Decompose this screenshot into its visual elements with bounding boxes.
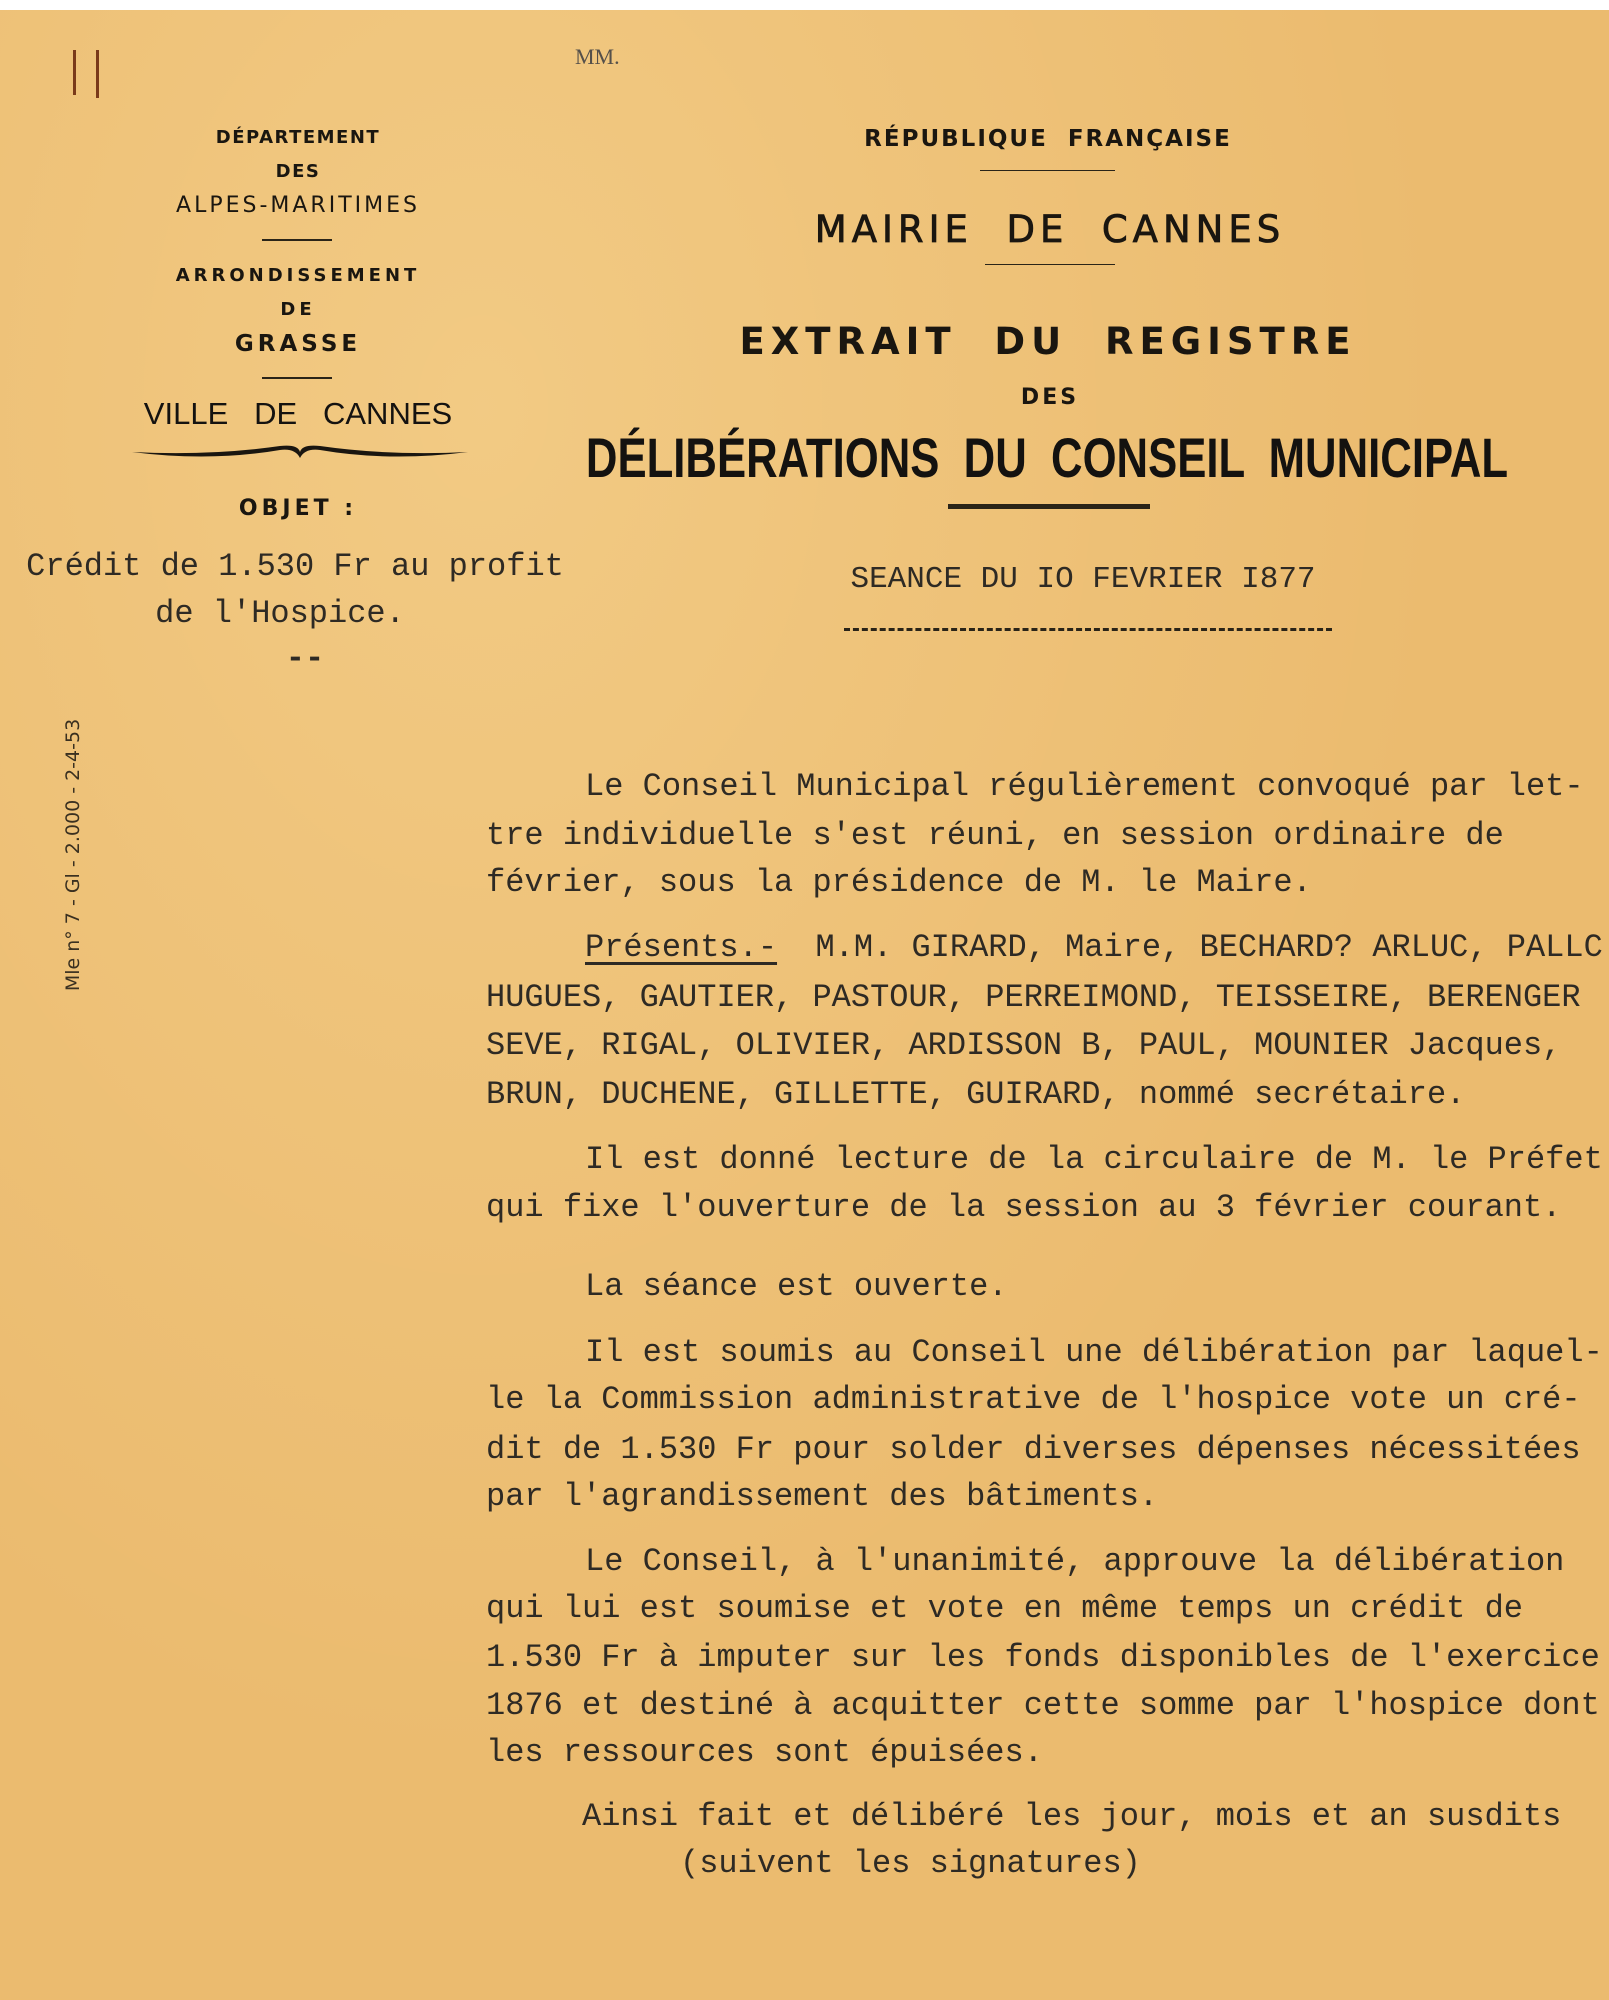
seance-date: SEANCE DU IO FEVRIER I877	[850, 562, 1316, 597]
body-line: Il est donné lecture de la circulaire de M. le Préfet	[585, 1141, 1603, 1178]
objet-label: OBJET :	[238, 496, 358, 521]
body-line: Le Conseil Municipal régulièrement convoqué par let-	[585, 768, 1584, 805]
extrait-title: EXTRAIT DU REGISTRE	[739, 320, 1357, 363]
body-line: qui lui est soumise et vote en même temps un crédit de	[486, 1590, 1523, 1627]
body-line: qui fixe l'ouverture de la session au 3 février courant.	[486, 1189, 1562, 1226]
bold-divider	[948, 504, 1150, 509]
department-label: DÉPARTEMENT	[215, 127, 381, 148]
body-line: Le Conseil, à l'unanimité, approuve la délibération	[585, 1543, 1565, 1580]
body-line	[585, 929, 1603, 966]
body-line: dit de 1.530 Fr pour solder diverses dépenses nécessitées	[486, 1431, 1581, 1468]
des-label-right: DES	[1020, 385, 1080, 410]
margin-print-reference: Mle n° 7 - Gl - 2.000 - 2-4-53	[62, 718, 84, 992]
ornamental-swash	[130, 440, 470, 466]
signatures-note: (suivent les signatures)	[680, 1845, 1141, 1882]
body-line: par l'agrandissement des bâtiments.	[486, 1478, 1159, 1515]
des-label: DES	[275, 161, 321, 182]
de-label: DE	[280, 299, 316, 320]
divider	[980, 170, 1115, 171]
body-line: La séance est ouverte.	[585, 1268, 1008, 1305]
divider	[262, 239, 332, 241]
arrondissement-name: GRASSE	[234, 331, 362, 357]
stamp-initials: MM.	[575, 44, 620, 69]
body-line: Il est soumis au Conseil une délibération par laquel-	[585, 1334, 1603, 1371]
body-line: HUGUES, GAUTIER, PASTOUR, PERREIMOND, TEISSEIRE, BERENGER	[486, 979, 1581, 1016]
body-line: 1.530 Fr à imputer sur les fonds disponibles de l'exercice	[486, 1639, 1600, 1676]
objet-line-2: de l'Hospice.	[155, 595, 405, 632]
body-line: tre individuelle s'est réuni, en session ordinaire de	[486, 817, 1504, 854]
body-line: BRUN, DUCHENE, GILLETTE, GUIRARD, nommé secrétaire.	[486, 1076, 1466, 1113]
republic-label: RÉPUBLIQUE FRANÇAISE	[864, 126, 1232, 152]
divider	[985, 264, 1115, 265]
deliberations-title: DÉLIBÉRATIONS DU CONSEIL MUNICIPAL	[585, 426, 1509, 489]
arrondissement-label: ARRONDISSEMENT	[175, 265, 421, 286]
divider	[262, 377, 332, 379]
body-line: SEVE, RIGAL, OLIVIER, ARDISSON B, PAUL, MOUNIER Jacques,	[486, 1027, 1562, 1064]
closing-line: Ainsi fait et délibéré les jour, mois et an susdits	[582, 1798, 1562, 1835]
ville-de-cannes: VILLE DE CANNES	[143, 396, 453, 431]
body-line: 1876 et destiné à acquitter cette somme par l'hospice dont	[486, 1687, 1600, 1724]
body-line: les ressources sont épuisées.	[486, 1734, 1043, 1771]
objet-end-mark: --	[285, 640, 325, 677]
dashed-divider	[844, 628, 1332, 631]
department-name: ALPES-MARITIMES	[176, 193, 420, 218]
body-line: février, sous la présidence de M. le Maire.	[486, 864, 1312, 901]
objet-line-1: Crédit de 1.530 Fr au profit	[26, 548, 564, 585]
attendees-line: M.M. GIRARD, Maire, BECHARD? ARLUC, PALLC	[815, 929, 1603, 966]
mairie-title: MAIRIE DE CANNES	[814, 208, 1286, 251]
body-line: le la Commission administrative de l'hospice vote un cré-	[486, 1381, 1581, 1418]
presents-label: Présents.-	[585, 929, 778, 966]
staple-marks	[68, 40, 108, 100]
